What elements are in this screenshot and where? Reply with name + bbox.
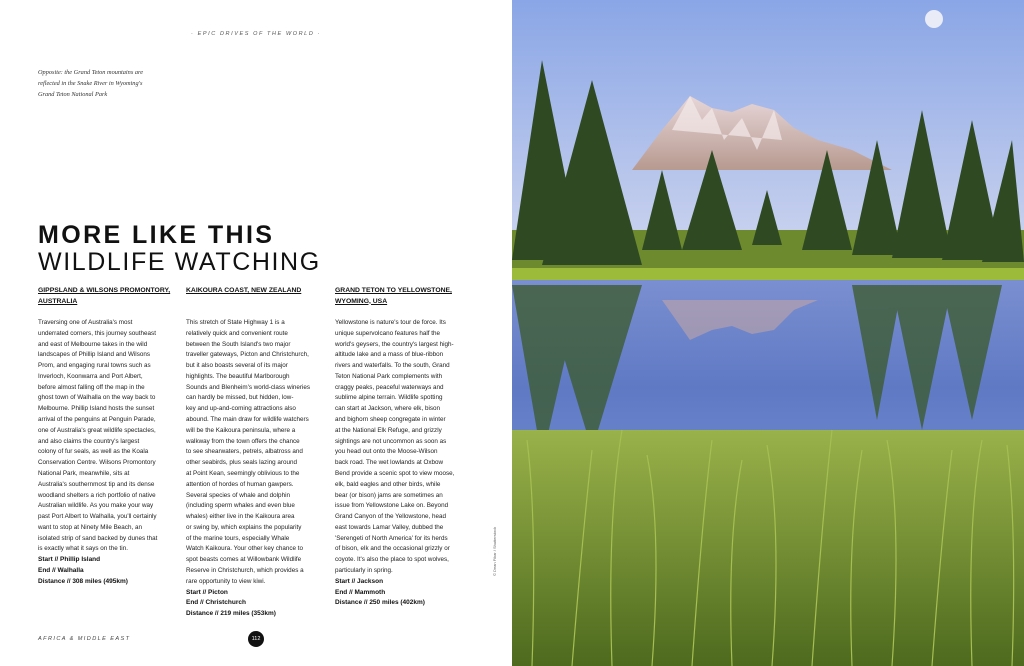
column-body: Traversing one of Australia's most underrated corners, this journey southeast and east of Melbourne takes in the wild landscapes of Phillip Island and Wilsons Prom, and engaging rural towns such as Inverloch, Koonwarra and Port Albert, before almost falling off the map in the ghost town of Walhalla on the way back to Melbourne. Phillip Island hosts the sunset arrival of the penguins at Penguin Parade, one of Australia's great wildlife spectacles, and also claims the country's largest colony of fur seals, as well as the Koala Conservation Centre. Wilsons Promontory National Park, meanwhile, sits at Australia's southernmost tip and its dense woodland shelters a rich portfolio of native Australian wildlife. As you make your way past Port Albert to Walhalla, you'll certainly want to stop at Ninety Mile Beach, an isolated strip of sand backed by dunes that is exactly what it says on the tin. (38, 319, 158, 553)
article-column-kaikoura (186, 286, 331, 620)
column-title: GRAND TETON TO YELLOWSTONE, WYOMING, USA (335, 287, 452, 305)
heading-line-1: MORE LIKE THIS (38, 221, 275, 249)
heading-line-2: WILDLIFE WATCHING (38, 248, 321, 276)
route-distance: Distance // 308 miles (495km) (38, 577, 128, 585)
route-end: End // Christchurch (186, 599, 246, 607)
running-header: · EPIC DRIVES OF THE WORLD · (191, 31, 321, 37)
photo-credit: © Dean Fikar / Shutterstock (492, 526, 497, 576)
grass-bank (512, 268, 1024, 280)
photo-caption: Opposite: the Grand Teton mountains are reflected in the Snake River in Wyoming's Grand Teton National Park (38, 69, 144, 98)
foreground-grass (512, 430, 1024, 666)
column-body: Yellowstone is nature's tour de force. Its unique supervolcano features half the world's geysers, the country's largest high- altitude lake and a mass of blue-ribbon rivers and waterfalls. To the south, Grand Teton National Park complements with craggy peaks, peaceful waterways and sublime alpine terrain. Wildlife spotting can start at Jackson, where elk, bison and bighorn sheep congregate in winter at the National Elk Refuge, and grizzly sightings are not uncommon as soon as you head out onto the Moose-Wilson back road. The wet lowlands at Oxbow Bend provide a scenic spot to view moose, elk, bald eagles and other birds, while bear (or bison) jams are sometimes an issue from Yellowstone Lake on. Beyond Grand Canyon of the Yellowstone, head east towards Lamar Valley, dubbed the 'Serengeti of North America' for its herds of bison, elk and the occasional grizzly or coyote. It's also the place to spot wolves, particularly in spring. (335, 319, 455, 574)
column-title: GIPPSLAND & WILSONS PROMONTORY, AUSTRALIA (38, 287, 171, 305)
section-footer: AFRICA & MIDDLE EAST (38, 636, 131, 642)
route-end: End // Mammoth (335, 588, 386, 596)
route-start: Start // Picton (186, 588, 228, 596)
route-end: End // Walhalla (38, 566, 84, 574)
moon (925, 10, 943, 28)
route-distance: Distance // 219 miles (353km) (186, 610, 276, 618)
route-distance: Distance // 250 miles (402km) (335, 599, 425, 607)
page-number: 112 (248, 631, 264, 647)
grand-teton-photo-illustration (512, 0, 1024, 666)
article-column-gippsland (38, 286, 183, 588)
route-start: Start // Jackson (335, 577, 384, 585)
column-body: This stretch of State Highway 1 is a relatively quick and convenient route between the South Island's two major traveller gateways, Picton and Christchurch, but it also boasts several of its major highlights. The beautiful Marlborough Sounds and Blenheim's world-class wineries can hardly be missed, but hidden, low- key and up-and-coming attractions also abound. The main draw for wildlife watchers will be the Kaikoura peninsula, where a walkway from the town offers the chance to see shearwaters, petrels, albatross and other seabirds, plus seals lazing around at Point Kean, seemingly oblivious to the attention of hordes of human gawpers. Several species of whale and dolphin (including sperm whales and even blue whales) either live in the Kaikoura area or swing by, which explains the popularity of the marine tours, especially Whale Watch Kaikoura. Your other key chance to spot beasts comes at Willowbank Wildlife Reserve in Christchurch, which provides a rare opportunity to view kiwi. (186, 319, 311, 585)
landscape-photo (512, 0, 1024, 666)
column-title: KAIKOURA COAST, NEW ZEALAND (186, 287, 302, 294)
route-start: Start // Phillip Island (38, 556, 101, 564)
article-column-grand-teton (335, 286, 480, 609)
